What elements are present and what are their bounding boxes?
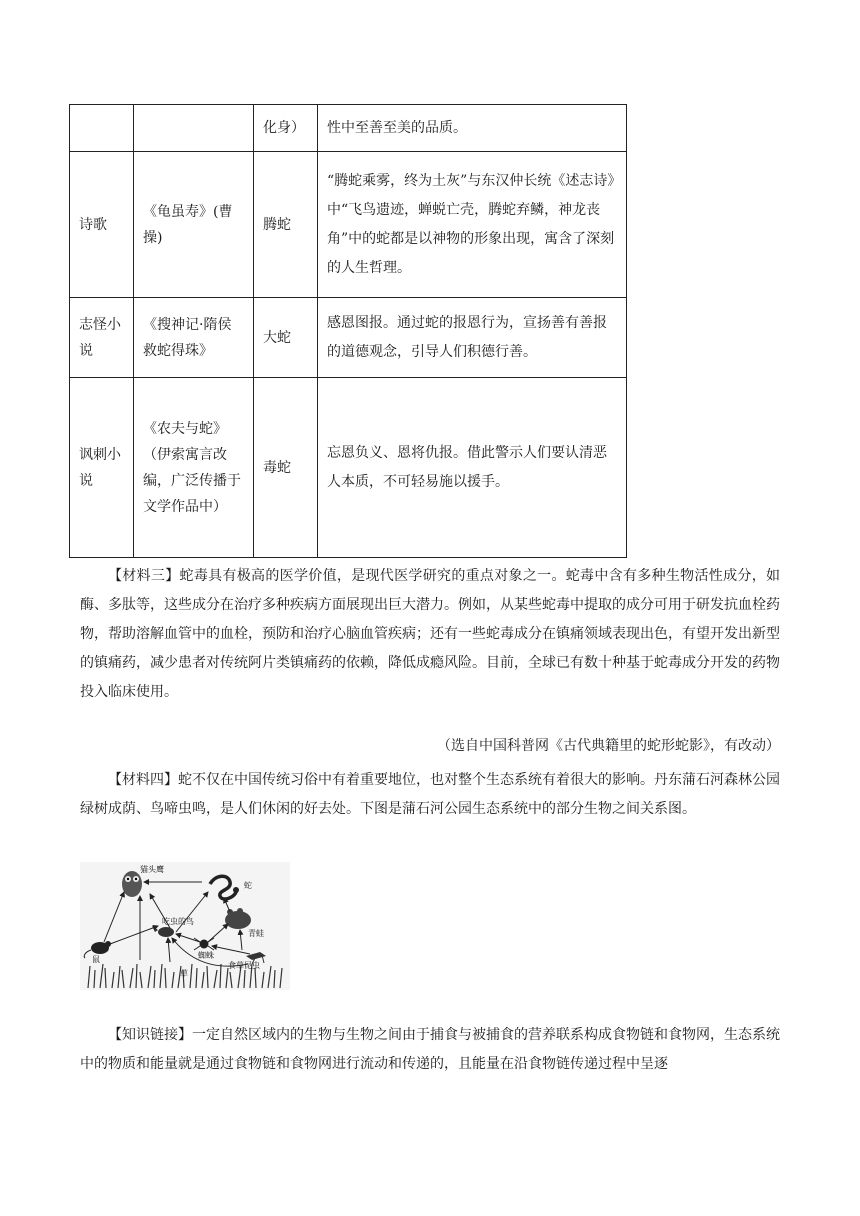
- work-cell: [134, 105, 254, 152]
- snake-cell: 大蛇: [253, 298, 317, 378]
- snake-cell: 毒蛇: [253, 378, 317, 558]
- snake-cell: 化身）: [253, 105, 317, 152]
- source-citation: （选自中国科普网《古代典籍里的蛇形蛇影》，有改动）: [437, 738, 780, 754]
- frog-label: 青蛙: [248, 929, 264, 938]
- bird-label: 吃虫的鸟: [162, 917, 194, 926]
- insect-label: 食草昆虫: [228, 961, 260, 970]
- genre-cell: 志怪小说: [70, 298, 134, 378]
- mouse-label: 鼠: [92, 955, 100, 964]
- knowledge-link-tag: 【知识链接】: [108, 1027, 192, 1043]
- table-row: [70, 298, 627, 378]
- owl-icon: [122, 871, 142, 897]
- food-web-diagram: [80, 862, 290, 990]
- table-row: [70, 378, 627, 558]
- snake-label: 蛇: [244, 881, 252, 890]
- table-row: [70, 152, 627, 298]
- meaning-cell: 感恩图报。通过蛇的报恩行为，宣扬善有善报的道德观念，引导人们积德行善。: [318, 298, 627, 378]
- meaning-cell: 忘恩负义、恩将仇报。借此警示人们要认清恶人本质，不可轻易施以援手。: [318, 378, 627, 558]
- snake-cell: 腾蛇: [253, 152, 317, 298]
- grass-label: 草: [180, 969, 188, 978]
- work-cell: 《搜神记·隋侯救蛇得珠》: [134, 298, 254, 378]
- work-cell: 《农夫与蛇》（伊索寓言改编，广泛传播于文学作品中）: [134, 378, 254, 558]
- material-three-text: 蛇毒具有极高的医学价值，是现代医学研究的重点对象之一。蛇毒中含有多种生物活性成分，如酶、多肽等，这些成分在治疗多种疾病方面展现出巨大潜力。例如，从某些蛇毒中提取的成分可用于研发抗血栓药物，帮助溶解血管中的血栓，预防和治疗心脑血管疾病；还有一些蛇毒成分在镇痛领域表现出色，有望开发出新型的镇痛药，减少患者对传统阿片类镇痛药的依赖，降低成瘾风险。目前，全球已有数十种基于蛇毒成分开发的药物投入临床使用。: [80, 568, 781, 700]
- material-three: [80, 562, 780, 707]
- meaning-cell: 性中至善至美的品质。: [318, 105, 627, 152]
- spider-label: 蜘蛛: [198, 951, 214, 960]
- genre-cell: 讽刺小说: [70, 378, 134, 558]
- genre-cell: [70, 105, 134, 152]
- work-cell: 《龟虽寿》(曹操): [134, 152, 254, 298]
- material-four-text: 蛇不仅在中国传统习俗中有着重要地位，也对整个生态系统有着很大的影响。丹东蒲石河森林公园绿树成荫、鸟啼虫鸣，是人们休闲的好去处。下图是蒲石河公园生态系统中的部分生物之间关系图。: [80, 772, 780, 817]
- material-four-tag: 【材料四】: [108, 772, 178, 788]
- literature-snake-table: [69, 104, 627, 558]
- table-row: [70, 105, 627, 152]
- owl-label: 猫头鹰: [140, 865, 164, 874]
- genre-cell: 诗歌: [70, 152, 134, 298]
- material-three-tag: 【材料三】: [108, 568, 180, 584]
- knowledge-link: [80, 1021, 780, 1079]
- food-web-figure: [80, 862, 290, 990]
- meaning-cell: “腾蛇乘雾，终为土灰”与东汉仲长统《述志诗》中“飞鸟遗迹，蝉蜕亡壳，腾蛇弃鳞，神龙丧角”中的蛇都是以神物的形象出现，寓含了深刻的人生哲理。: [318, 152, 627, 298]
- material-four: [80, 766, 780, 824]
- knowledge-link-text: 一定自然区域内的生物与生物之间由于捕食与被捕食的营养联系构成食物链和食物网，生态系统中的物质和能量就是通过食物链和食物网进行流动和传递的，且能量在沿食物链传递过程中呈逐: [80, 1027, 780, 1072]
